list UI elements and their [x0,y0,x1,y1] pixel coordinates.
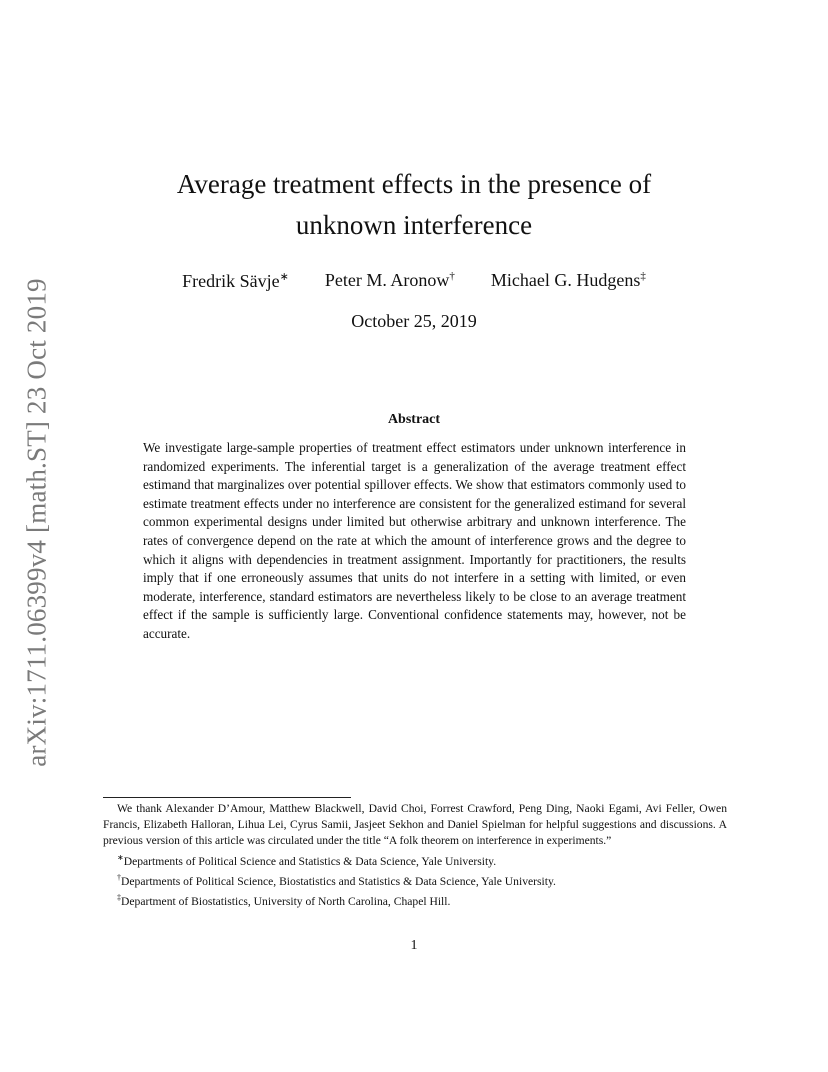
author-name: Fredrik Sävje [182,271,280,291]
page-number: 1 [410,938,418,953]
footnote-affiliation [103,870,727,890]
author-mark: ‡ [640,270,646,282]
paper-title [100,164,728,246]
footnote-mark: ‡ [117,892,121,902]
arxiv-side-stamp [0,272,74,772]
author [491,270,646,292]
footnotes [103,801,727,910]
footnote-affiliation [103,890,727,910]
abstract-body: We investigate large-sample properties of treatment effect estimators under unknown interference in randomized experiments. The inferential target is a generalization of the average treatment effect estimand that marginalizes over potential spillover effects. We show that estimators commonly used to estimate treatment effects under no interference are consistent for the generalized estimand for several common experimental designs under limited but otherwise arbitrary and unknown interference. The rates of convergence depend on the rate at which the amount of interference grows and the degree to which it aligns with dependencies in treatment assignment. Importantly for practitioners, the results imply that if one erroneously assumes that units do not interfere in a setting with limited, or even moderate, interference, standard estimators are nevertheless likely to be close to an average treatment effect if the sample is sufficiently large. Conventional confidence statements may, however, not be accurate. [143,440,686,641]
footnote-text: Department of Biostatistics, University of North Carolina, Chapel Hill. [121,894,451,908]
footnote-text: Departments of Political Science, Biostatistics and Statistics & Data Science, Yale University. [121,874,556,888]
author [325,270,455,292]
title-line-1: Average treatment effects in the presence of [176,169,652,199]
footnote-mark: † [117,872,121,882]
footnote-affiliation [103,850,727,870]
author-list [100,270,728,292]
author-name: Michael G. Hudgens [490,270,641,290]
author-name: Peter M. Aronow [324,270,450,290]
abstract-heading: Abstract [387,412,441,427]
footnote-mark: ∗ [117,852,124,862]
publication-date: October 25, 2019 [351,311,477,331]
arxiv-identifier: arXiv:1711.06399v4 [math.ST] 23 Oct 2019 [21,277,52,767]
footnote-text: Departments of Political Science and Statistics & Data Science, Yale University. [123,854,497,868]
author-mark: ∗ [279,271,289,283]
title-line-2: unknown interference [295,210,533,240]
footnote-rule [103,797,351,798]
footnote-acknowledgement: We thank Alexander D’Amour, Matthew Blackwell, David Choi, Forrest Crawford, Peng Ding, Naoki Egami, Avi Feller, Owen Francis, Elizabeth Halloran, Lihua Lei, Cyrus Samii, Jasjeet Sekhon and Daniel Spielman for helpful suggestions and discussions. A previous version of this article was circulated under the title “A folk theorem on interference in experiments.” [103,802,727,848]
author-mark: † [449,270,455,282]
author [182,270,289,292]
